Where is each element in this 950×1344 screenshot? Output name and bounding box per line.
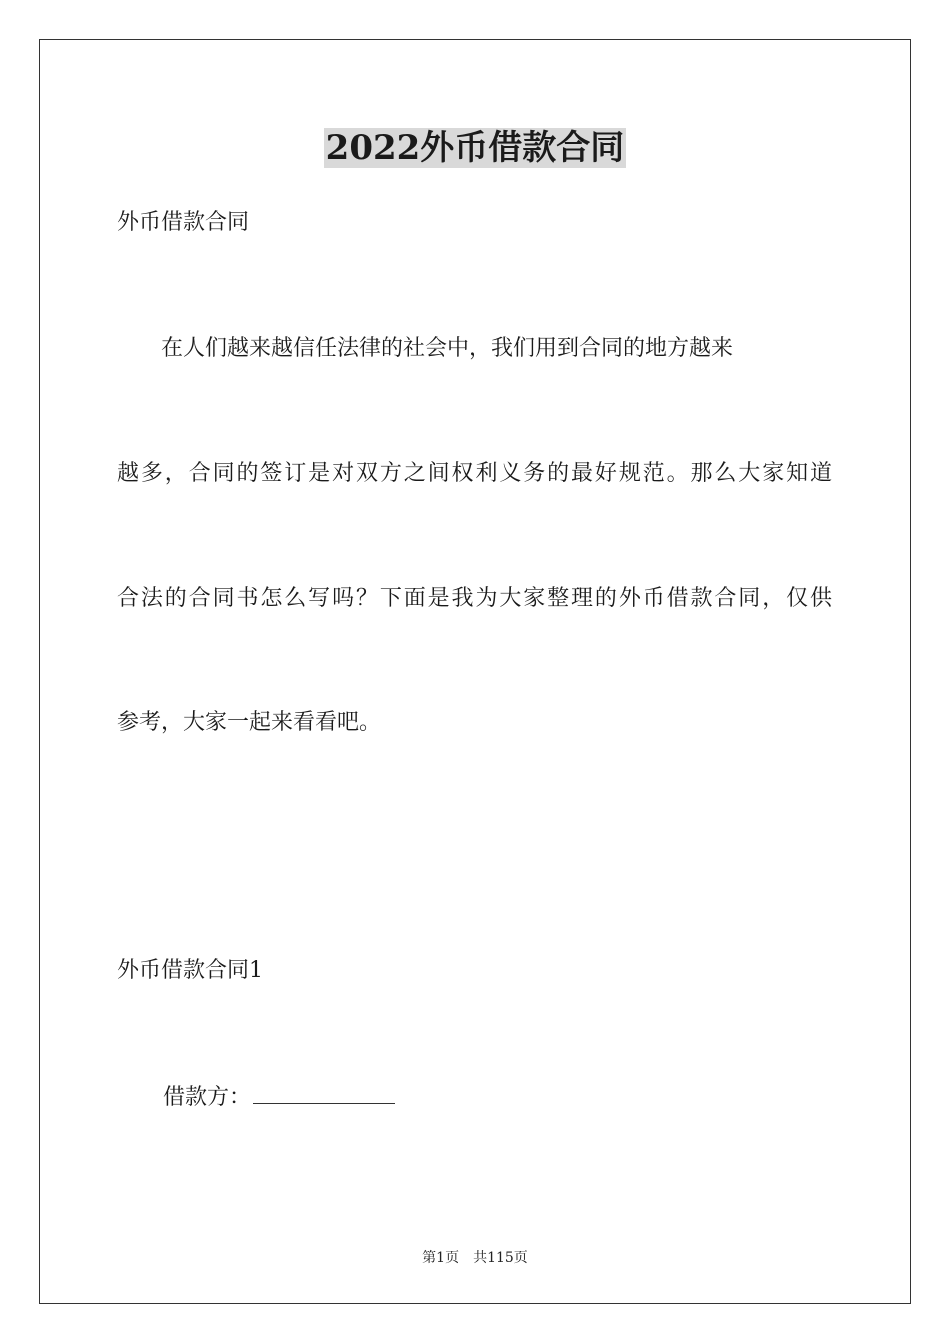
intro-line-1: 在人们越来越信任法律的社会中，我们用到合同的地方越来 [117, 336, 734, 361]
contract-heading: 外币借款合同 [117, 210, 250, 235]
borrower-row [163, 1081, 395, 1113]
document-title-text: 2022外币借款合同 [325, 128, 625, 168]
page-number: 第1页 共115页 [422, 1250, 528, 1266]
intro-line-4: 参考，大家一起来看看吧。 [117, 710, 382, 735]
intro-line-3: 合法的合同书怎么写吗？下面是我为大家整理的外币借款合同，仅供 [117, 586, 834, 611]
document-title [0, 125, 950, 171]
borrower-blank-field[interactable] [253, 1081, 395, 1104]
intro-line-2: 越多，合同的签订是对双方之间权利义务的最好规范。那么大家知道 [117, 461, 834, 486]
section-title: 外币借款合同1 [117, 958, 263, 983]
borrower-label: 借款方： [163, 1085, 252, 1110]
